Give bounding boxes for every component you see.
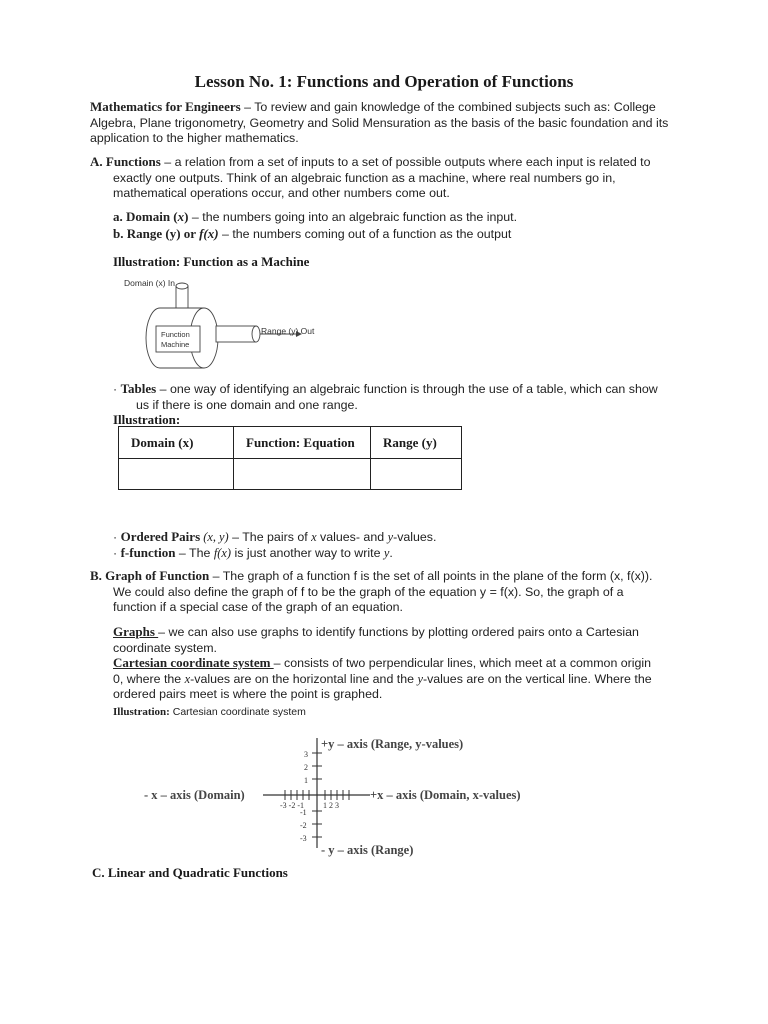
ordered-vars: (x, y) [200,530,229,544]
cartesian-diagram [140,730,560,860]
range-text: – the numbers coming out of a function as the output [218,227,512,241]
ordered-pairs-bullet [113,529,683,546]
ffunc-text-1: – The [175,546,214,560]
cartesian-label: Cartesian coordinate system [113,655,274,670]
section-b-paragraph [90,568,680,616]
range-label: b. Range (y) or [113,226,200,241]
machine-input-pipe [176,286,188,310]
ill-text: Cartesian coordinate system [169,706,306,718]
section-b-text-line3: function if a special case of the graph of an equation. [113,600,404,614]
f-function-bullet [113,545,683,562]
range-fx: f(x) [199,226,219,241]
ordered-bullet-mark: · [113,530,121,544]
ordered-text-2: values- and [316,530,388,544]
page-title: Lesson No. 1: Functions and Operation of Functions [194,72,574,91]
graphs-label: Graphs [113,624,159,639]
section-a-paragraph [90,154,680,202]
cartesian-y: y [417,671,423,686]
machine-label-line1: Function [161,330,190,339]
machine-range-out-label: Range (y) Out [261,326,315,336]
cartesian-x: x [184,671,191,686]
ordered-text-1: – The pairs of [228,530,312,544]
section-a-text-line3: mathematical operations occur, and other numbers come out. [113,186,450,200]
x-tick-labels-positive: 1 2 3 [323,801,339,810]
y-tick-label: 2 [304,763,308,772]
machine-label-line2: Machine [161,340,190,349]
section-c-label: C. Linear and Quadratic Functions [92,865,288,880]
ffunc-y: y [383,546,390,560]
domain-definition [113,209,683,226]
tables-bullet [113,381,683,413]
table-header-range: Range (y) [371,427,462,459]
section-a-label: A. Functions [90,154,161,169]
intro-term: Mathematics for Engineers [90,99,241,114]
negative-x-axis-label: - x – axis (Domain) [144,788,245,802]
graphs-text-line2: coordinate system. [113,640,217,655]
graphs-text-line1: – we can also use graphs to identify functions by plotting ordered pairs onto a Cartesian [158,625,639,639]
ffunc-text-3: . [389,546,393,560]
y-tick-label: 1 [304,776,308,785]
section-a-text-line1: – a relation from a set of inputs to a set of possible outputs where each input is related to [160,155,651,169]
ordered-x: x [311,530,317,544]
ffunc-text-2: is just another way to write [231,546,384,560]
machine-input-opening [176,283,188,289]
ordered-label: Ordered Pairs [120,529,201,544]
tables-label: Tables [120,381,157,396]
illustration-machine-title: Illustration: Function as a Machine [113,254,310,269]
section-a-text-line2: exactly one outputs. Think of an algebraic function as a machine, where real numbers go in, [113,170,616,185]
table-header-domain: Domain (x) [119,427,234,459]
machine-domain-in-label: Domain (x) In [124,278,176,288]
ffunc-bullet-mark: · [113,546,121,560]
section-b-text-line2: We could also define the graph of f to be the graph of the equation y = f(x). So, the graph of a [113,584,624,599]
cartesian-text-line3: ordered pairs meet is where the point is graphed. [113,687,383,701]
ffunc-fx: f(x) [213,546,232,560]
tables-text-line2: us if there is one domain and one range. [136,397,358,412]
table-row [119,459,462,490]
ill-label: Illustration: [113,706,170,718]
intro-text-line2: Algebra, Plane trigonometry, Geometry and Solid Mensuration as the basis of the basic foundation and its [90,115,669,130]
cartesian-illustration-label [113,705,306,721]
graphs-paragraph [113,624,683,656]
negative-y-axis-label: - y – axis (Range) [321,843,414,857]
domain-label: a. Domain ( [113,209,178,224]
cartesian-text-line1: – consists of two perpendicular lines, which meet at a common origin [273,656,652,670]
intro-text-line3: application to the higher mathematics. [90,131,299,145]
cartesian-paragraph [113,655,683,703]
table-illustration-label: Illustration: [113,412,181,427]
table-cell [119,459,234,490]
table-cell [234,459,371,490]
ffunc-label: f-function [120,545,176,560]
y-tick-label: 3 [304,750,308,759]
section-b-text-line1: – The graph of a function f is the set of all points in the plane of the form (x, f(x)). [209,569,653,583]
tables-text-line1: – one way of identifying an algebraic function is through the use of a table, which can show [156,382,658,396]
cartesian-text-2a: 0, where the [113,671,185,686]
intro-paragraph [90,99,680,147]
domain-close: ) [184,209,189,224]
table-cell [371,459,462,490]
x-tick-labels-negative: -3 -2 -1 [280,801,304,810]
ordered-y: y [387,530,394,544]
domain-text: – the numbers going into an algebraic function as the input. [188,210,518,224]
y-tick-label: -3 [300,834,307,843]
cartesian-text-2b: -values are on the horizontal line and the [190,671,418,686]
machine-output-pipe [216,326,256,342]
cartesian-text-2c: -values are on the vertical line. Where the [422,671,652,686]
function-table [118,426,462,490]
range-definition [113,226,683,243]
positive-y-axis-label: +y – axis (Range, y-values) [321,737,464,751]
domain-var: x [177,209,185,224]
y-tick-label: -2 [300,821,307,830]
table-header-function: Function: Equation [234,427,371,459]
section-b-label: B. Graph of Function [90,568,210,583]
positive-x-axis-label: +x – axis (Domain, x-values) [370,788,521,802]
intro-text-line1: – To review and gain knowledge of the combined subjects such as: College [240,100,656,114]
y-tick-label: -1 [300,808,307,817]
ordered-text-3: -values. [393,530,437,544]
table-header-row [119,427,462,459]
function-machine-diagram [120,274,340,374]
machine-output-opening [252,326,260,342]
tables-bullet-mark: · [113,382,121,396]
